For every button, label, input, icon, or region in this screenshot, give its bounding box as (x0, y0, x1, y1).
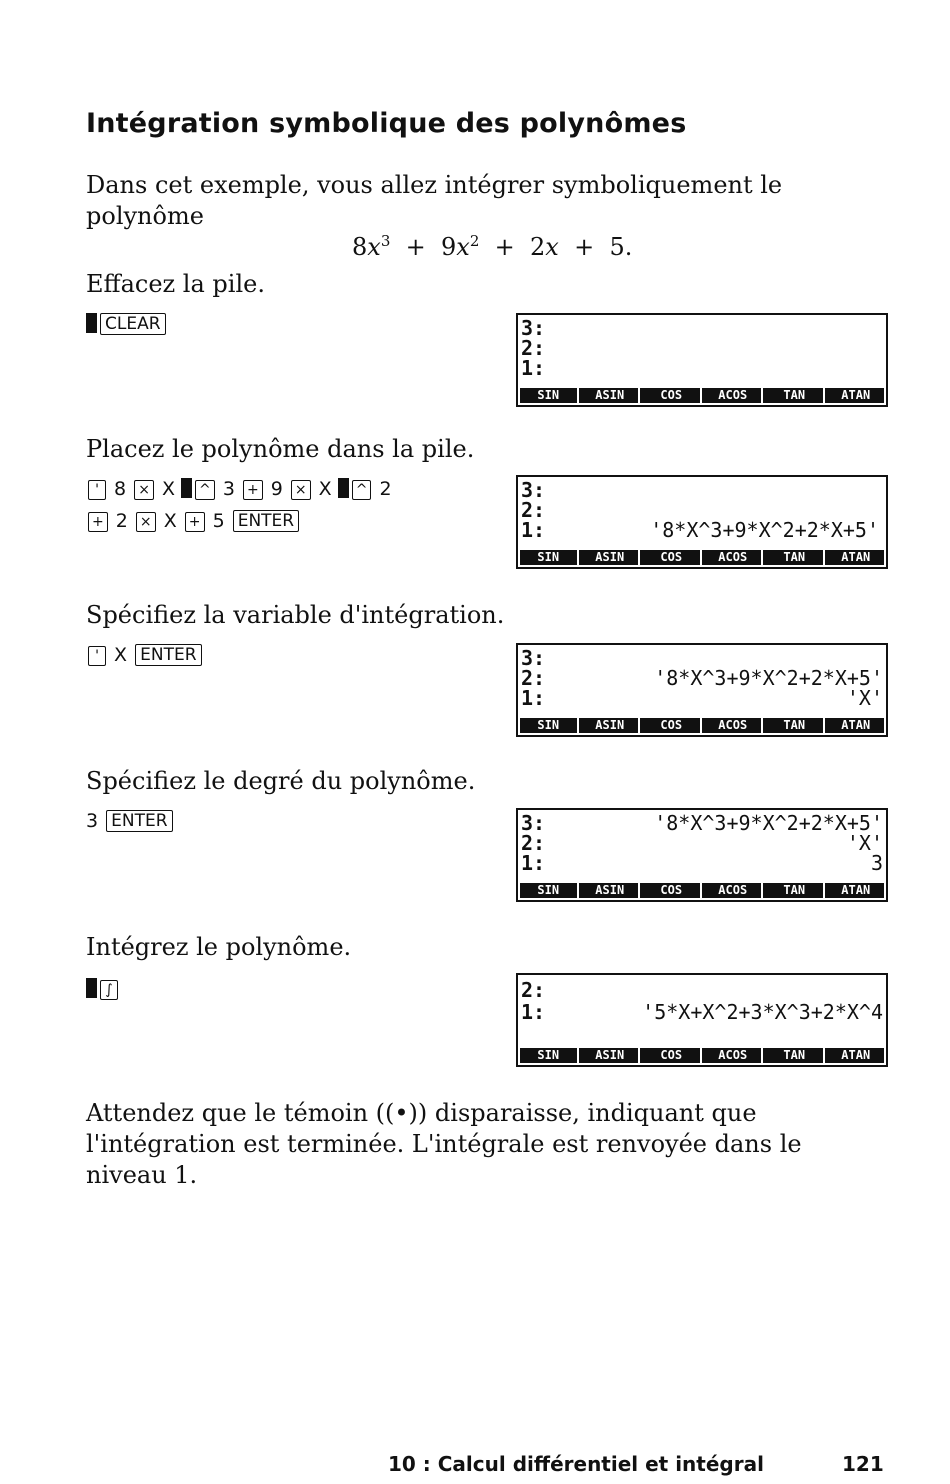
menu-sin: SIN (520, 550, 579, 565)
menu-atan: ATAN (828, 718, 885, 733)
power-key: ^ (195, 480, 215, 500)
softkey-menu (520, 1048, 884, 1063)
menu-sin: SIN (520, 883, 579, 898)
times-key: × (291, 480, 311, 500)
menu-sin: SIN (520, 718, 579, 733)
step-2-keys-line-2: + 2 × X + 5 ENTER (86, 506, 301, 537)
menu-asin: ASIN (582, 1048, 641, 1063)
menu-tan: TAN (766, 718, 825, 733)
calculator-screen-4: 3: '8*X^3+9*X^2+2*X+5' 2: 'X' 1: 3 SIN ASIN COS ACOS TAN ATAN (516, 808, 888, 902)
step-1-label: Effacez la pile. (86, 270, 265, 298)
menu-tan: TAN (766, 883, 825, 898)
softkey-menu (520, 388, 884, 403)
menu-cos: COS (643, 1048, 702, 1063)
menu-acos: ACOS (705, 718, 764, 733)
menu-cos: COS (643, 388, 702, 403)
menu-acos: ACOS (705, 388, 764, 403)
menu-sin: SIN (520, 388, 579, 403)
menu-cos: COS (643, 718, 702, 733)
menu-acos: ACOS (705, 883, 764, 898)
menu-asin: ASIN (582, 388, 641, 403)
menu-asin: ASIN (582, 883, 641, 898)
step-1-keys (86, 309, 168, 340)
left-shift-key (86, 313, 97, 333)
step-5-keys (86, 974, 120, 1005)
step-3-keys: ' X ENTER (86, 640, 204, 671)
intro-paragraph: Dans cet exemple, vous allez intégrer symboliquement le polynôme (86, 171, 783, 230)
step-4-label: Spécifiez le degré du polynôme. (86, 767, 476, 795)
left-shift-key (86, 978, 97, 998)
times-key: × (136, 512, 156, 532)
softkey-menu (520, 883, 884, 898)
menu-cos: COS (643, 883, 702, 898)
clear-key: CLEAR (100, 313, 166, 335)
enter-key: ENTER (106, 810, 172, 832)
left-shift-key (181, 478, 192, 498)
softkey-menu (520, 718, 884, 733)
step-3-label: Spécifiez la variable d'intégration. (86, 601, 505, 629)
menu-atan: ATAN (828, 883, 885, 898)
menu-acos: ACOS (705, 1048, 764, 1063)
plus-key: + (243, 480, 263, 500)
footer-chapter: 10 : Calcul différentiel et intégral (388, 1452, 764, 1476)
polynomial-formula: $8x^3 + 9x^2 + 2x + 5$. (352, 232, 633, 261)
plus-key: + (88, 512, 108, 532)
quote-key: ' (88, 646, 106, 666)
menu-asin: ASIN (582, 550, 641, 565)
menu-asin: ASIN (582, 718, 641, 733)
calculator-screen-3: 3: 2: '8*X^3+9*X^2+2*X+5' 1: 'X' SIN ASIN COS ACOS TAN ATAN (516, 643, 888, 737)
menu-atan: ATAN (828, 1048, 885, 1063)
quote-key: ' (88, 480, 106, 500)
integral-key: ∫ (100, 980, 118, 1000)
step-5-label: Intégrez le polynôme. (86, 933, 352, 961)
times-key: × (134, 480, 154, 500)
enter-key: ENTER (233, 510, 299, 532)
plus-key: + (185, 512, 205, 532)
menu-tan: TAN (766, 550, 825, 565)
menu-tan: TAN (766, 1048, 825, 1063)
menu-sin: SIN (520, 1048, 579, 1063)
calculator-screen-5: 2: 1: '5*X+X^2+3*X^3+2*X^4 SIN ASIN COS ACOS TAN ATAN (516, 973, 888, 1067)
outro-paragraph: Attendez que le témoin ((•)) disparaisse, indiquant que l'intégration est terminée. L'intégrale est renvoyée dans le niveau 1. (86, 1099, 802, 1189)
softkey-menu (520, 550, 884, 565)
menu-cos: COS (643, 550, 702, 565)
footer-page-number: 121 (842, 1452, 884, 1476)
step-2-keys-line-1: ' 8 × X ^ 3 + 9 × X ^ 2 (86, 474, 392, 505)
power-key: ^ (352, 480, 372, 500)
step-2-label: Placez le polynôme dans la pile. (86, 435, 475, 463)
menu-acos: ACOS (705, 550, 764, 565)
menu-atan: ATAN (828, 550, 885, 565)
calculator-screen-2: 3: 2: 1: '8*X^3+9*X^2+2*X+5' SIN ASIN COS ACOS TAN ATAN (516, 475, 888, 569)
left-shift-key (338, 478, 349, 498)
page-title: Intégration symbolique des polynômes (86, 108, 687, 139)
calculator-screen-1: 3: 2: 1: SIN ASIN COS ACOS TAN ATAN (516, 313, 888, 407)
enter-key: ENTER (135, 644, 201, 666)
menu-atan: ATAN (828, 388, 885, 403)
menu-tan: TAN (766, 388, 825, 403)
step-4-keys: 3 ENTER (86, 806, 175, 837)
